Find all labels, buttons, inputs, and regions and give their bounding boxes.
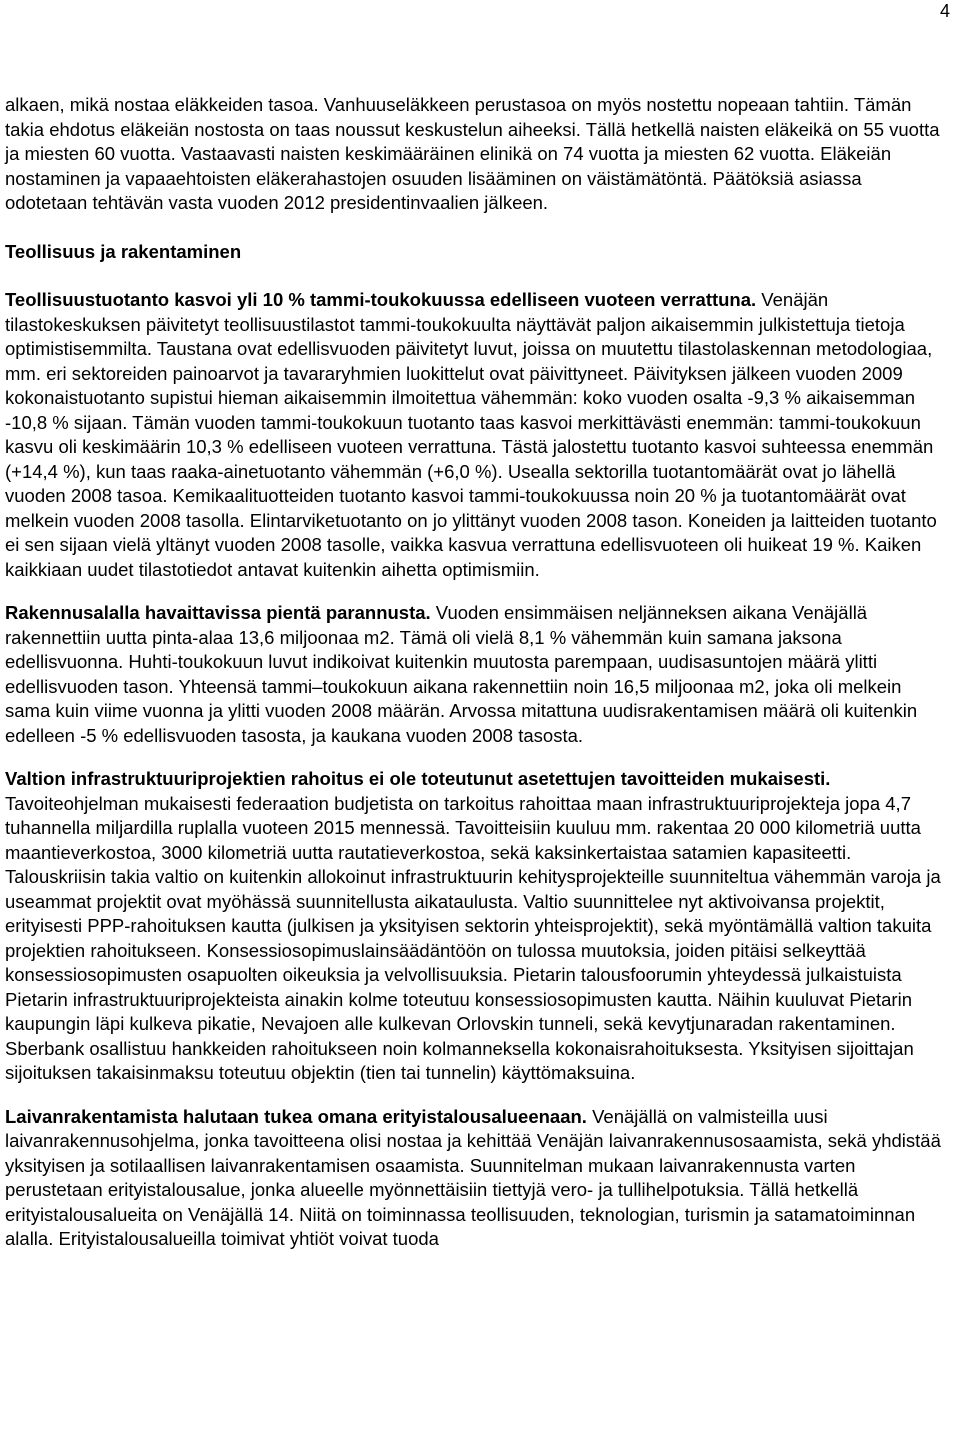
industry-lead: Teollisuustuotanto kasvoi yli 10 % tammi-toukokuussa edelliseen vuoteen verrattuna. bbox=[5, 289, 757, 310]
industry-paragraph bbox=[5, 288, 945, 582]
document-body bbox=[5, 93, 945, 1252]
industry-body: Venäjän tilastokeskuksen päivitetyt teollisuustilastot tammi-toukokuulta näyttävät paljon aikaisemmin julkistettuja tietoja optimistisemmilta. Taustana ovat edellisvuoden päivitetyt luvut, joissa on muutettu tilastolaskennan metodologiaa, mm. eri sektoreiden painoarvot ja tavararyhmien luokittelut ovat päivittyneet. Päivityksen jälkeen vuoden 2009 kokonaistuotanto supistui hieman aikaisemmin ilmoitettua vähemmän: koko vuoden osalta -9,3 % aikaisemman -10,8 % sijaan. Tämän vuoden tammi-toukokuun tuotanto taas kasvoi merkittävästi enemmän: tammi-toukokuun kasvu oli keskimäärin 10,3 % edelliseen vuoteen verrattuna. Tästä jalostettu tuotanto kasvoi suhteessa enemmän (+14,4 %), kun taas raaka-ainetuotanto vähemmän (+6,0 %). Usealla sektorilla tuotantomäärät ovat jo lähellä vuoden 2008 tasoa. Kemikaalituotteiden tuotanto kasvoi tammi-toukokuussa noin 20 % ja tuotantomäärät ovat melkein vuoden 2008 tasolla. Elintarviketuotanto on jo ylittänyt vuoden 2008 tason. Koneiden ja laitteiden tuotanto ei sen sijaan vielä yltänyt vuoden 2008 tasolle, vaikka kasvua verrattuna edellisvuoteen oli huikeat 19 %. Kaiken kaikkiaan uudet tilastotiedot antavat kuitenkin aihetta optimismiin. bbox=[5, 289, 937, 580]
construction-lead: Rakennusalalla havaittavissa pientä parannusta. bbox=[5, 602, 431, 623]
section-heading-text: Teollisuus ja rakentaminen bbox=[5, 240, 242, 262]
shipbuilding-paragraph bbox=[5, 1105, 945, 1252]
page-number: 4 bbox=[939, 1, 950, 21]
shipbuilding-lead: Laivanrakentamista halutaan tukea omana erityistalousalueenaan. bbox=[5, 1105, 587, 1127]
construction-body: Vuoden ensimmäisen neljänneksen aikana Venäjällä rakennettiin uutta pinta-alaa 13,6 miljoonaa m2. Tämä oli vielä 8,1 % vähemmän kuin samana jaksona edellisvuonna. Huhti-toukokuun luvut indikoivat kuitenkin muutosta parempaan, uudisasuntojen määrä ylitti edellisvuoden tason. Yhteensä tammi–toukokuun aikana rakennettiin noin 16,5 miljoonaa m2, joka oli melkein sama kuin viime vuonna ja ylitti vuoden 2008 määrän. Arvossa mitattuna uudisrakentamisen määrä oli kuitenkin edelleen -5 % edellisvuoden tasosta, ja kaukana vuoden 2008 tasosta. bbox=[5, 602, 918, 746]
infrastructure-body: Tavoiteohjelman mukaisesti federaation budjetista on tarkoitus rahoittaa maan infrastruktuuriprojekteja jopa 4,7 tuhannella miljardilla ruplalla vuoteen 2015 mennessä. Tavoitteisiin kuuluu mm. rakentaa 20 000 kilometriä uutta maantieverkostoa, 3000 kilometriä uutta rautatieverkostoa, sekä kaksinkertaistaa satamien kapasiteetti. Talouskriisin takia valtio on kuitenkin allokoinut infrastruktuurin kehitysprojekteille suunniteltua vähemmän varoja ja useammat projektit ovat myöhässä suunnitellusta aikataulusta. Valtio suunnittelee nyt aktivoivansa projektit, erityisesti PPP-rahoituksen kautta (julkisen ja yksityisen sektorin yhteisprojektit), sekä myöntämällä valtion takuita projektien rahoitukseen. Konsessiosopimuslainsäädäntöön on tulossa muutoksia, joiden pitäisi selkeyttää konsessiosopimusten osapuolten oikeuksia ja velvollisuuksia. Pietarin talousfoorumin yhteydessä julkaistuista Pietarin infrastruktuuriprojekteista ainakin kolme toteutuu konsessiosopimusten kautta. Näihin kuuluvat Pietarin kaupungin läpi kulkeva pikatie, Nevajoen alle kulkevan Orlovskin tunneli, sekä kevytjunaradan rakentaminen. Sberbank osallistuu hankkeiden rahoitukseen noin kolmanneksella kokonaisrahoituksesta. Yksityisen sijoittajan sijoituksen takaisinmaksu toteutuu objektin (tien tai tunnelin) käyttömaksuina. bbox=[5, 792, 941, 1083]
intro-paragraph: alkaen, mikä nostaa eläkkeiden tasoa. Vanhuuseläkkeen perustasoa on myös nostettu nopeaan tahtiin. Tämän takia ehdotus eläkeiän nostosta on taas noussut keskustelun aiheeksi. Tällä hetkellä naisten eläkeikä on 55 vuotta ja miesten 60 vuotta. Vastaavasti naisten keskimääräinen elinikä on 74 vuotta ja miesten 62 vuotta. Eläkeiän nostaminen ja vapaaehtoisten eläkerahastojen osuuden lisääminen on väistämätöntä. Päätöksiä asiassa odotetaan tehtävän vasta vuoden 2012 presidentinvaalien jälkeen. bbox=[5, 94, 940, 213]
section-heading bbox=[5, 240, 945, 265]
construction-paragraph bbox=[5, 601, 945, 748]
shipbuilding-body: Venäjällä on valmisteilla uusi laivanrakennusohjelma, jonka tavoitteena olisi nostaa ja kehittää Venäjän laivanrakennusosaamista, sekä yhdistää yksityisen ja sotilaallisen laivanrakentamisen osaamista. Suunnitelman mukaan laivanrakennusta varten perustetaan erityistalousalue, jonka alueelle myönnettäisiin tiettyjä vero- ja tullihelpotuksia. Tällä hetkellä erityistalousalueita on Venäjällä 14. Niitä on toiminnassa teollisuuden, teknologian, turismin ja satamatoiminnan alalla. Erityistalousalueilla toimivat yhtiöt voivat tuoda bbox=[5, 1105, 941, 1249]
infrastructure-paragraph bbox=[5, 767, 945, 1086]
infrastructure-lead: Valtion infrastruktuuriprojektien rahoitus ei ole toteutunut asetettujen tavoitteiden mukaisesti. bbox=[5, 768, 831, 789]
